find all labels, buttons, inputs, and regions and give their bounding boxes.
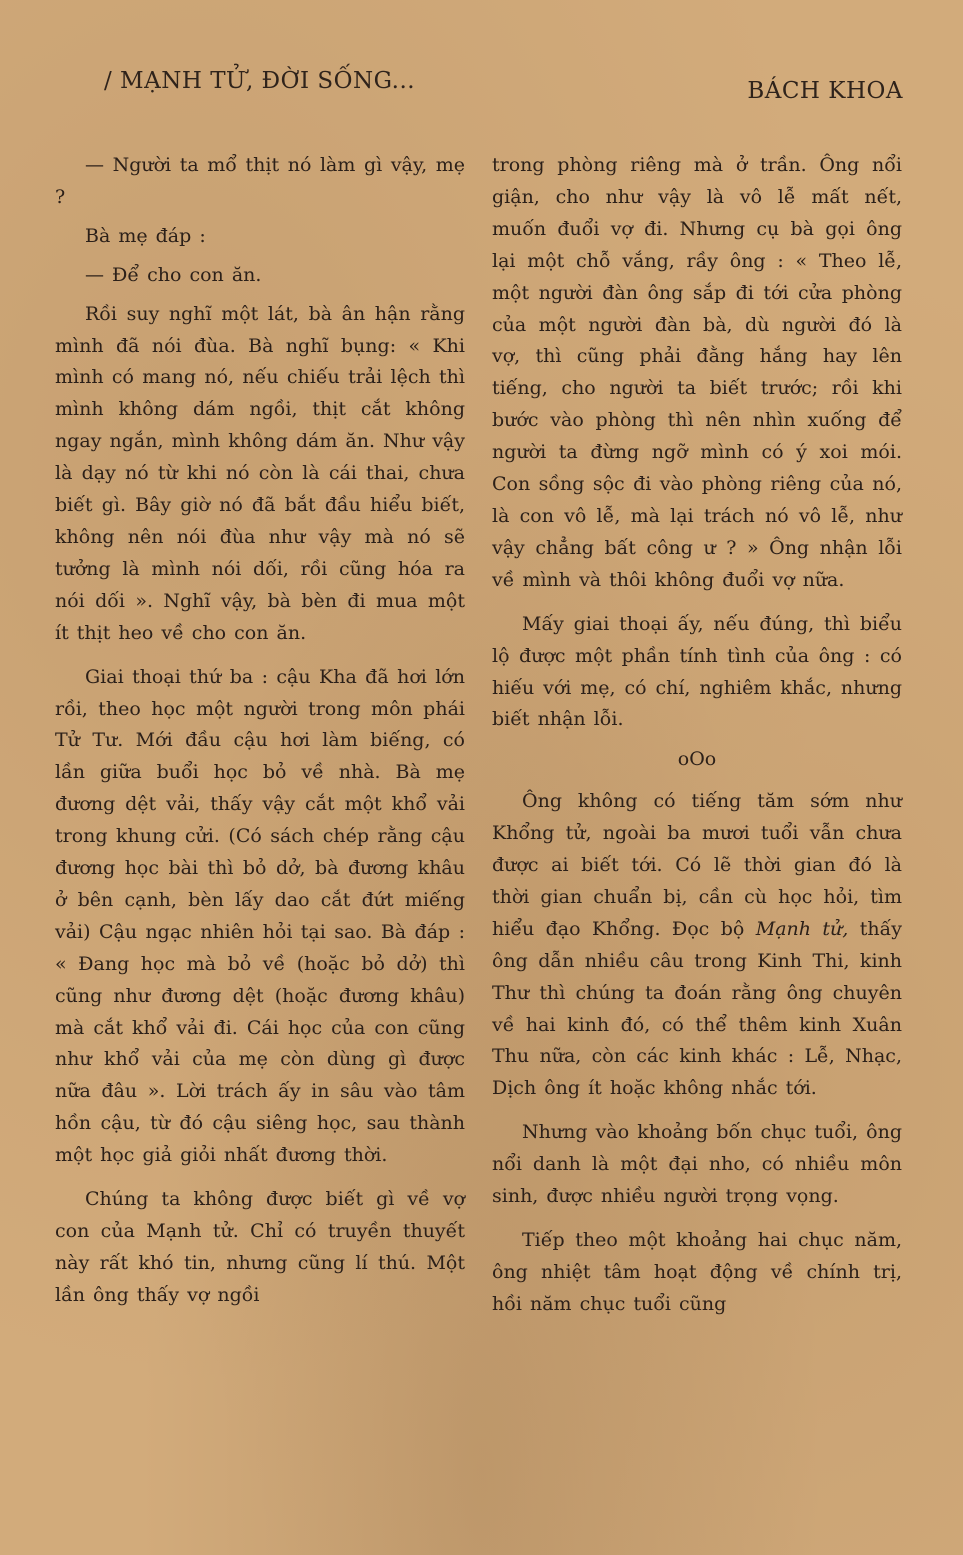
paragraph: Bà mẹ đáp : — [85, 224, 206, 247]
paragraph: — Để cho con ăn. — [85, 263, 262, 286]
paragraph-text: Ông không có tiếng tăm sớm như Khổng tử, ngoài ba mươi tuổi vẫn chưa được ai biết tới. Có lẽ thời gian đó là thời gian chuẩn bị, cần cù học hỏi, tìm hiểu đạo Khổng. Đọc bộ — [492, 790, 902, 940]
running-header-right: BÁCH KHOA — [747, 78, 903, 104]
left-column — [55, 150, 465, 1319]
paragraph-text: thấy ông dẫn nhiều câu trong Kinh Thi, kinh Thư thì chúng ta đoán rằng ông chuyên về hai kinh đó, có thể thêm kinh Xuân Thu nữa, còn các kinh khác : Lễ, Nhạc, Dịch ông ít hoặc không nhắc tới. — [492, 917, 902, 1100]
right-column — [492, 150, 902, 1328]
paragraph: trong phòng riêng mà ở trần. Ông nổi giận, cho như vậy là vô lễ mất nết, muốn đuổi vợ đi. Nhưng cụ bà gọi ông lại một chỗ vắng, rầy ông : « Theo lễ, một người đàn ông sắp đi tới cửa phòng của một người đàn bà, dù người đó là vợ, thì cũng phải đằng hắng hay lên tiếng, cho người ta biết trước; rồi khi bước vào phòng thì nên nhìn xuống để người ta đừng ngỡ mình có ý xoi mói. Con sồng sộc đi vào phòng riêng của nó, là con vô lễ, mà lại trách nó vô lễ, như vậy chẳng bất công ư ? » Ông nhận lỗi về mình và thôi không đuổi vợ nữa. — [492, 154, 902, 591]
paragraph: Chúng ta không được biết gì về vợ con của Mạnh tử. Chỉ có truyền thuyết này rất khó tin, nhưng cũng lí thú. Một lần ông thấy vợ ngồi — [55, 1188, 465, 1306]
section-separator: oOo — [677, 748, 717, 771]
book-title: Mạnh tử, — [755, 917, 849, 940]
paragraph: Mấy giai thoại ấy, nếu đúng, thì biểu lộ được một phần tính tình của ông : có hiếu với mẹ, có chí, nghiêm khắc, nhưng biết nhận lỗi. — [492, 612, 902, 731]
paragraph: — Người ta mổ thịt nó làm gì vậy, mẹ ? — [55, 154, 465, 208]
running-header-left: / MẠNH TỬ, ĐỜI SỐNG... — [104, 68, 416, 94]
paragraph: Tiếp theo một khoảng hai chục năm, ông nhiệt tâm hoạt động về chính trị, hồi năm chục tuổi cũng — [492, 1229, 902, 1315]
paragraph — [492, 786, 902, 1105]
paragraph: Rồi suy nghĩ một lát, bà ân hận rằng mình đã nói đùa. Bà nghĩ bụng: « Khi mình có mang nó, nếu chiếu trải lệch thì mình không dám ngồi, thịt cắt không ngay ngắn, mình không dám ăn. Như vậy là dạy nó từ khi nó còn là cái thai, chưa biết gì. Bây giờ nó đã bắt đầu hiểu biết, không nên nói đùa như vậy mà nó sẽ tưởng là mình nói dối, rồi cũng hóa ra nói dối ». Nghĩ vậy, bà bèn đi mua một ít thịt heo về cho con ăn. — [55, 302, 465, 644]
paragraph: Giai thoại thứ ba : cậu Kha đã hơi lớn rồi, theo học một người trong môn phái Tử Tư. Mới đầu cậu hơi làm biếng, có lần giữa buổi học bỏ về nhà. Bà mẹ đương dệt vải, thấy vậy cắt một khổ vải trong khung cửi. (Có sách chép rằng cậu đương học bài thì bỏ dở, bà đương khâu ở bên cạnh, bèn lấy dao cắt đứt miếng vải) Cậu ngạc nhiên hỏi tại sao. Bà đáp : « Đang học mà bỏ về (hoặc bỏ dở) thì cũng như đương dệt (hoặc đương khâu) mà cắt khổ vải đi. Cái học của con cũng như khổ vải của mẹ còn dùng gì được nữa đâu ». Lời trách ấy in sâu vào tâm hồn cậu, từ đó cậu siêng học, sau thành một học giả giỏi nhất đương thời. — [55, 665, 465, 1167]
paragraph: Nhưng vào khoảng bốn chục tuổi, ông nổi danh là một đại nho, có nhiều môn sinh, được nhiều người trọng vọng. — [492, 1121, 902, 1208]
